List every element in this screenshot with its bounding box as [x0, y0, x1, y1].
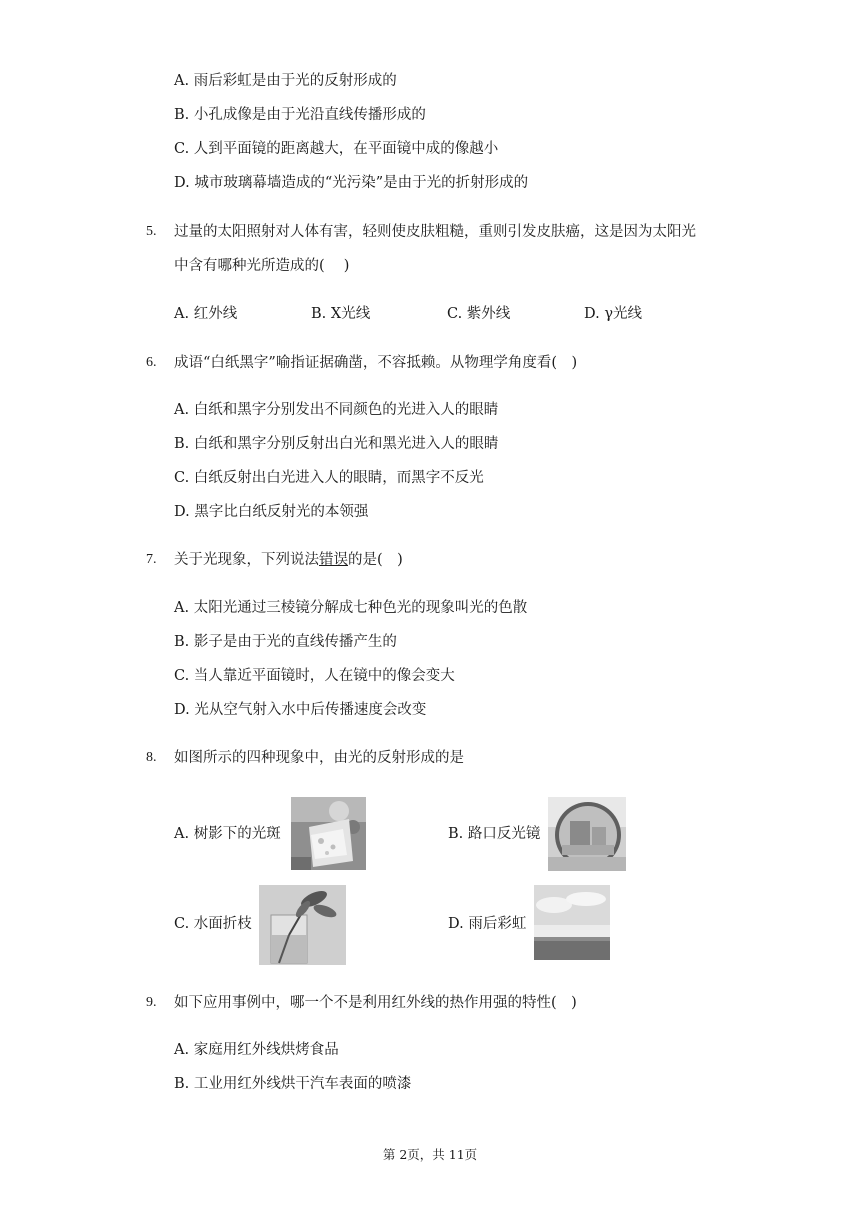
q8-image-c-bent-branch	[259, 885, 346, 965]
q9-stem: 如下应用事例中，哪一个不是利用红外线的热作用强的特性( )	[174, 995, 577, 1011]
q9-option-b: B. 工业用红外线烘干汽车表面的喷漆	[174, 1076, 412, 1092]
q5-options-row	[0, 304, 860, 324]
q5-option-a: A. 红外线	[174, 306, 238, 322]
q8-image-a-light-spots	[291, 797, 366, 870]
q5-option-b: B. X光线	[311, 306, 371, 322]
q6-number: 6.	[146, 355, 157, 370]
q6-stem: 成语“白纸黑字”喻指证据确凿，不容抵赖。从物理学角度看( )	[174, 355, 578, 371]
q9-option-a: A. 家庭用红外线烘烤食品	[174, 1042, 339, 1058]
q5-stem-line1: 过量的太阳照射对人体有害，轻则使皮肤粗糙，重则引发皮肤癌，这是因为太阳光	[174, 224, 696, 240]
q7-number: 7.	[146, 552, 157, 567]
page-footer: 第 2页，共 11页	[382, 1147, 478, 1162]
q6-option-d: D. 黑字比白纸反射光的本领强	[174, 504, 369, 520]
q7-option-a: A. 太阳光通过三棱镜分解成七种色光的现象叫光的色散	[174, 600, 528, 616]
q4-option-b: B. 小孔成像是由于光沿直线传播形成的	[174, 107, 426, 123]
q8-stem: 如图所示的四种现象中，由光的反射形成的是	[174, 750, 464, 766]
q8-option-a: A. 树影下的光斑	[174, 826, 281, 842]
q6-option-b: B. 白纸和黑字分别反射出白光和黑光进入人的眼睛	[174, 436, 499, 452]
q4-option-a: A. 雨后彩虹是由于光的反射形成的	[174, 73, 397, 89]
q7-stem-emphasis: 错误	[319, 552, 348, 568]
bent-branch-picture	[259, 885, 346, 965]
q8-image-d-rainbow	[534, 885, 610, 960]
q7-option-b: B. 影子是由于光的直线传播产生的	[174, 634, 397, 650]
q8-option-c: C. 水面折枝	[174, 916, 252, 932]
q5-stem-line2: 中含有哪种光所造成的( )	[174, 258, 350, 274]
q5-number: 5.	[146, 224, 157, 239]
q8-image-b-convex-mirror	[548, 797, 626, 871]
q5-option-d: D. γ光线	[584, 306, 642, 322]
convex-mirror-picture	[548, 797, 626, 871]
rainbow-picture	[534, 885, 610, 960]
q4-option-c: C. 人到平面镜的距离越大，在平面镜中成的像越小	[174, 141, 499, 157]
q7-stem-pre: 关于光现象，下列说法	[174, 552, 319, 568]
q8-number: 8.	[146, 750, 157, 765]
q8-option-b: B. 路口反光镜	[448, 826, 541, 842]
q8-option-d: D. 雨后彩虹	[448, 916, 527, 932]
q6-option-a: A. 白纸和黑字分别发出不同颜色的光进入人的眼睛	[174, 402, 499, 418]
q9-number: 9.	[146, 995, 157, 1010]
q4-option-d: D. 城市玻璃幕墙造成的“光污染”是由于光的折射形成的	[174, 175, 529, 191]
q7-option-d: D. 光从空气射入水中后传播速度会改变	[174, 702, 427, 718]
q5-option-c: C. 紫外线	[447, 306, 511, 322]
q6-option-c: C. 白纸反射出白光进入人的眼睛，而黑字不反光	[174, 470, 484, 486]
q7-stem	[174, 550, 403, 570]
light-spots-picture	[291, 797, 366, 870]
q7-stem-post: 的是( )	[348, 552, 403, 568]
q7-option-c: C. 当人靠近平面镜时，人在镜中的像会变大	[174, 668, 455, 684]
